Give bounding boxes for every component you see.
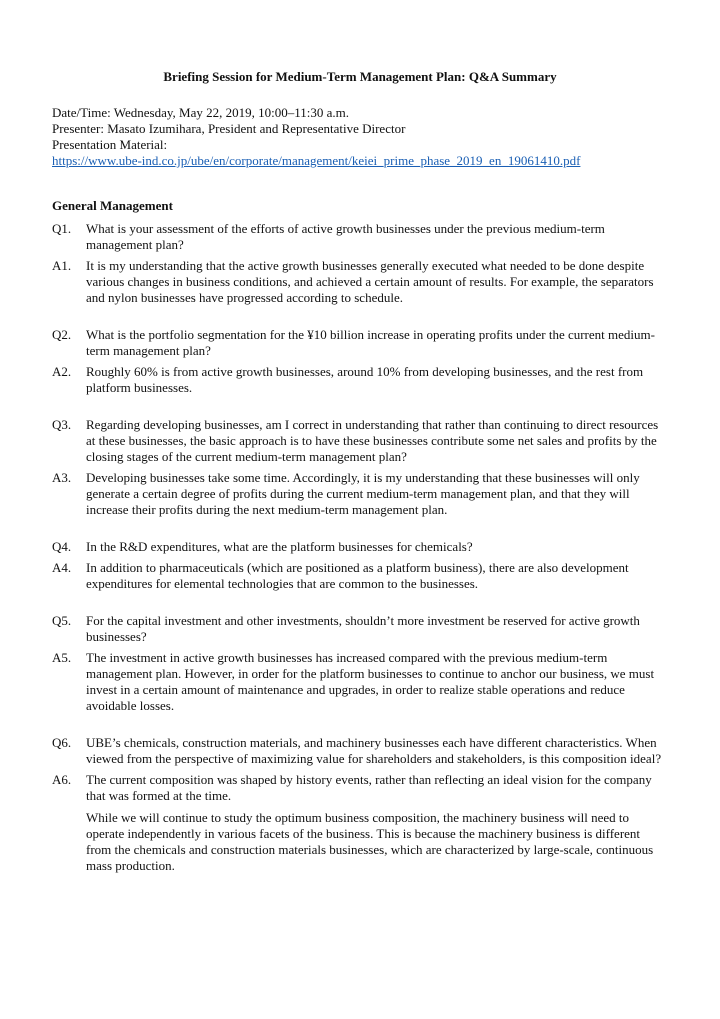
answer-paragraph: Roughly 60% is from active growth businesses, around 10% from developing businesses, and the rest from platform businesses. xyxy=(86,364,644,395)
answer-label: A3. xyxy=(52,470,72,485)
answer-text xyxy=(86,560,668,592)
question-text: In the R&D expenditures, what are the platform businesses for chemicals? xyxy=(86,539,473,554)
answer-paragraph: The investment in active growth businesses has increased compared with the previous medium-term management plan. However, in order for the platform businesses to continue to anchor our business, we must invest in a certain amount of maintenance and upgrades, in order to realize stable operations and reduce avoidable losses. xyxy=(86,650,655,713)
answer-label: A2. xyxy=(52,364,72,379)
question-label: Q3. xyxy=(52,417,72,432)
document-title: Briefing Session for Medium-Term Management Plan: Q&A Summary xyxy=(163,69,557,84)
question-text: What is your assessment of the efforts of active growth businesses under the previous medium-term management plan? xyxy=(86,221,605,252)
answer-paragraph: The current composition was shaped by history events, rather than reflecting an ideal vision for the company that was formed at the time. xyxy=(86,772,652,803)
answer-row xyxy=(52,364,668,396)
answer-text xyxy=(86,364,668,396)
answer-paragraph: In addition to pharmaceuticals (which are positioned as a platform business), there are also development expenditures for elemental technologies that are common to the businesses. xyxy=(86,560,629,591)
question-label: Q1. xyxy=(52,221,72,236)
qa-list xyxy=(52,221,668,874)
question-text: What is the portfolio segmentation for the ¥10 billion increase in operating profits under the current medium-term management plan? xyxy=(86,327,655,358)
question-row xyxy=(52,539,668,555)
session-datetime: Date/Time: Wednesday, May 22, 2019, 10:00–11:30 a.m. xyxy=(52,105,349,120)
qa-item xyxy=(52,613,668,714)
answer-text xyxy=(86,258,668,306)
qa-item xyxy=(52,221,668,306)
question-text: UBE’s chemicals, construction materials, and machinery businesses each have different characteristics. When viewed from the perspective of maximizing value for shareholders and stakeholders, is this composition ideal? xyxy=(86,735,662,766)
question-label: Q6. xyxy=(52,735,72,750)
answer-row xyxy=(52,560,668,592)
answer-label: A5. xyxy=(52,650,72,665)
question-label: Q2. xyxy=(52,327,72,342)
answer-label: A1. xyxy=(52,258,72,273)
qa-item xyxy=(52,327,668,396)
answer-label: A4. xyxy=(52,560,72,575)
question-text: For the capital investment and other investments, shouldn’t more investment be reserved for active growth businesses? xyxy=(86,613,640,644)
question-row xyxy=(52,613,668,645)
answer-text xyxy=(86,650,668,714)
answer-paragraph: While we will continue to study the optimum business composition, the machinery business will need to operate independently in various facets of the business. This is because the machinery business is different from the chemicals and construction materials businesses, which are characterized by large-scale, continuous mass production. xyxy=(86,810,654,873)
question-row xyxy=(52,417,668,465)
question-row xyxy=(52,735,668,767)
material-link[interactable]: https://www.ube-ind.co.jp/ube/en/corporate/management/keiei_prime_phase_2019_en_19061410.pdf xyxy=(52,153,581,168)
answer-row xyxy=(52,258,668,306)
section-heading: General Management xyxy=(52,198,173,213)
material-label: Presentation Material: xyxy=(52,137,168,152)
answer-row xyxy=(52,650,668,714)
question-row xyxy=(52,327,668,359)
qa-item xyxy=(52,539,668,592)
question-label: Q5. xyxy=(52,613,72,628)
answer-text xyxy=(86,772,668,874)
qa-item xyxy=(52,735,668,874)
question-text: Regarding developing businesses, am I correct in understanding that rather than continuing to direct resources at these businesses, the basic approach is to have these businesses contribute some net sales and profits by the closing stages of the current medium-term management plan? xyxy=(86,417,659,464)
answer-row xyxy=(52,470,668,518)
answer-row xyxy=(52,772,668,874)
question-label: Q4. xyxy=(52,539,72,554)
answer-paragraph: Developing businesses take some time. Accordingly, it is my understanding that these businesses will only generate a certain degree of profits during the current medium-term management plan, and that they will increase their profits during the next medium-term management plan. xyxy=(86,470,640,517)
session-presenter: Presenter: Masato Izumihara, President and Representative Director xyxy=(52,121,406,136)
qa-item xyxy=(52,417,668,518)
answer-text xyxy=(86,470,668,518)
answer-label: A6. xyxy=(52,772,72,787)
session-info xyxy=(52,105,668,169)
answer-paragraph: It is my understanding that the active growth businesses generally executed what needed to be done despite various changes in business conditions, and achieved a certain amount of results. For example, the separators and nylon businesses have progressed according to schedule. xyxy=(86,258,654,305)
question-row xyxy=(52,221,668,253)
